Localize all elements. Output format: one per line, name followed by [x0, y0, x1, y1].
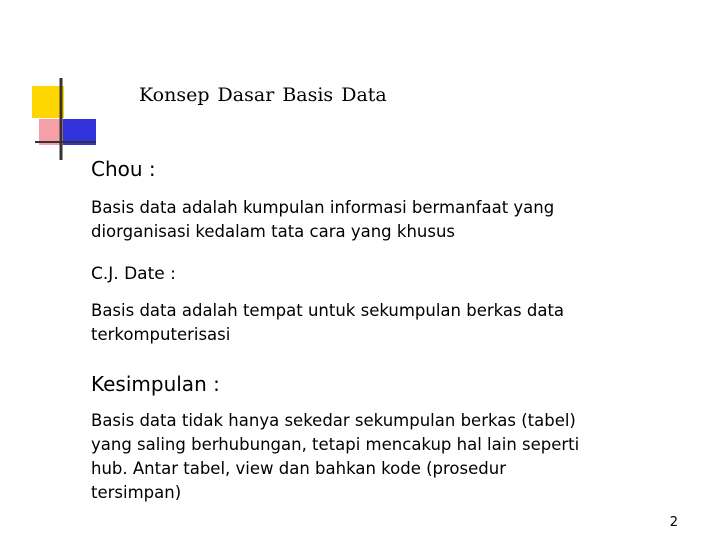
section-heading-kesimpulan: Kesimpulan :: [91, 372, 220, 396]
section-heading-cj-date: C.J. Date :: [91, 264, 176, 284]
text-line: tersimpan): [91, 483, 182, 502]
section-text-kesimpulan: [91, 409, 579, 505]
text-line: terkomputerisasi: [91, 325, 231, 344]
text-line: Basis data adalah tempat untuk sekumpulan berkas data: [91, 301, 565, 320]
text-line: diorganisasi kedalam tata cara yang khusus: [91, 222, 456, 241]
section-text-chou: [91, 196, 554, 244]
yellow-square: [32, 86, 64, 118]
text-line: Basis data adalah kumpulan informasi bermanfaat yang: [91, 198, 555, 217]
page-number: 2: [669, 515, 678, 530]
section-heading-chou: Chou :: [91, 157, 156, 181]
section-text-cj-date: [91, 299, 564, 347]
slide-title: Konsep Dasar Basis Data: [139, 84, 387, 106]
text-line: hub. Antar tabel, view dan bahkan kode (prosedur: [91, 459, 506, 478]
text-line: yang saling berhubungan, tetapi mencakup hal lain seperti: [91, 435, 580, 454]
text-line: Basis data tidak hanya sekedar sekumpulan berkas (tabel): [91, 411, 576, 430]
